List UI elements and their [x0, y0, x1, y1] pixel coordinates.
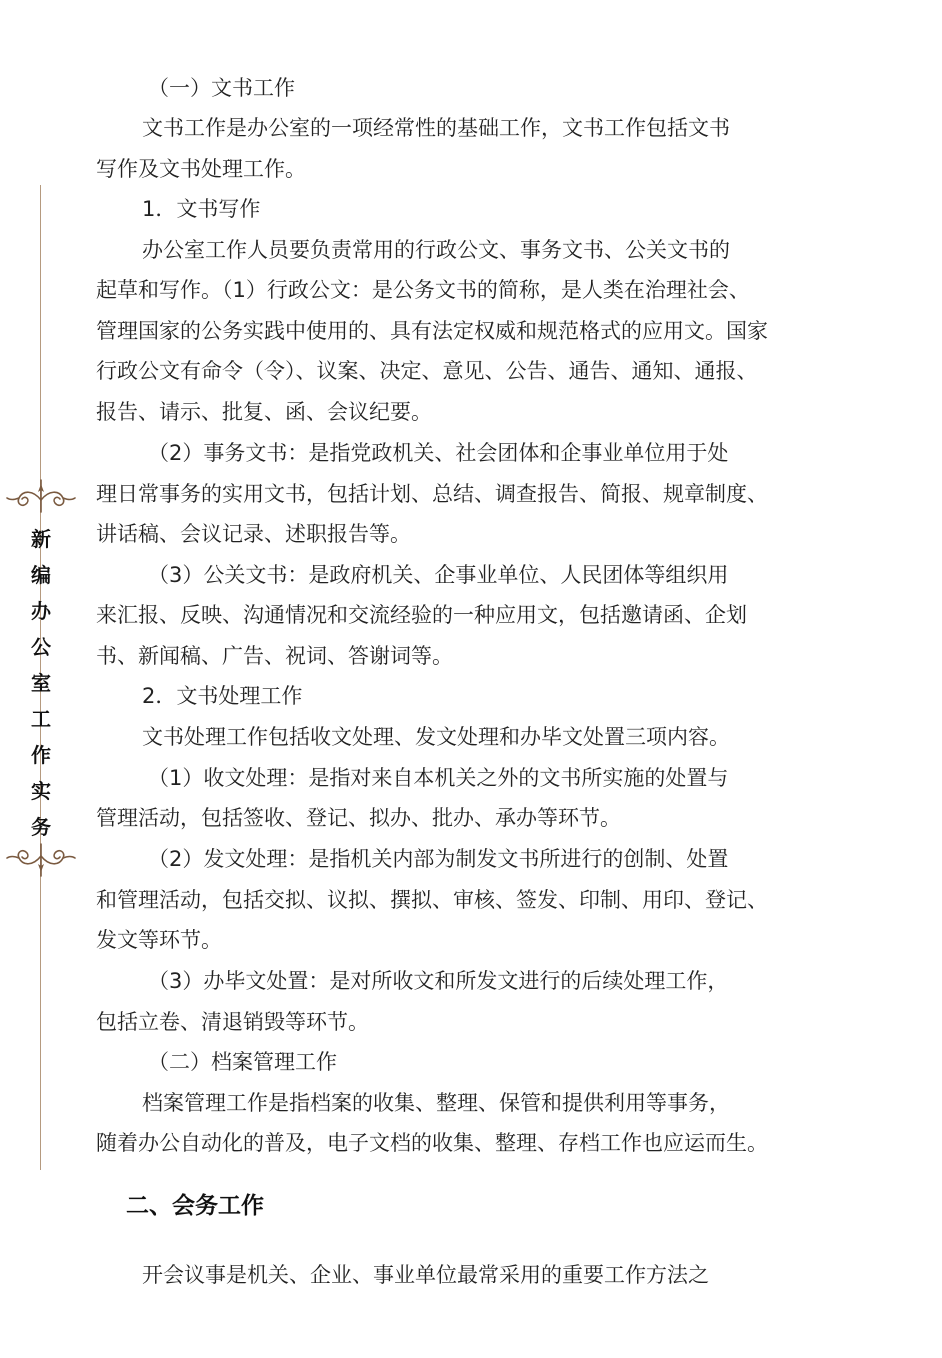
side-title-char: 公	[31, 635, 51, 659]
paragraph-line: 文书处理工作包括收文处理、发文处理和办毕文处置三项内容。	[142, 725, 730, 749]
subsection-title: （一）文书工作	[148, 76, 295, 100]
paragraph-line: 写作及文书处理工作。	[96, 157, 306, 181]
side-title-char: 作	[31, 743, 51, 767]
paragraph-line: 起草和写作。（1）行政公文：是公务文书的简称，是人类在治理社会、	[96, 278, 750, 302]
paragraph-line: 和管理活动，包括交拟、议拟、撰拟、审核、签发、印制、用印、登记、	[96, 888, 768, 912]
side-title-char: 新	[31, 527, 51, 551]
side-book-title	[24, 521, 58, 845]
paragraph-line: （1）收文处理：是指对来自本机关之外的文书所实施的处置与	[148, 766, 729, 790]
side-title-char: 务	[31, 815, 51, 839]
paragraph-line: （2）事务文书：是指党政机关、社会团体和企事业单位用于处	[148, 441, 729, 465]
paragraph-line: 管理国家的公务实践中使用的、具有法定权威和规范格式的应用文。国家	[96, 319, 768, 343]
side-title-char: 实	[31, 779, 51, 803]
ornament-bottom-icon	[5, 842, 77, 878]
paragraph-line: 随着办公自动化的普及，电子文档的收集、整理、存档工作也应运而生。	[96, 1131, 768, 1155]
paragraph-line: （3）公关文书：是政府机关、企事业单位、人民团体等组织用	[148, 563, 729, 587]
paragraph-line: 书、新闻稿、广告、祝词、答谢词等。	[96, 644, 453, 668]
paragraph-line: 档案管理工作是指档案的收集、整理、保管和提供利用等事务，	[142, 1091, 730, 1115]
item-title: 1．文书写作	[142, 197, 261, 221]
paragraph-line: 报告、请示、批复、函、会议纪要。	[96, 400, 432, 424]
paragraph-line: （2）发文处理：是指机关内部为制发文书所进行的创制、处置	[148, 847, 729, 871]
subsection-title: （二）档案管理工作	[148, 1050, 337, 1074]
paragraph-line: 包括立卷、清退销毁等环节。	[96, 1010, 369, 1034]
paragraph-line: 来汇报、反映、沟通情况和交流经验的一种应用文，包括邀请函、企划	[96, 603, 747, 627]
side-title-char: 工	[31, 707, 51, 731]
paragraph-line: 开会议事是机关、企业、事业单位最常采用的重要工作方法之	[142, 1263, 709, 1287]
side-title-char: 室	[31, 671, 51, 695]
paragraph-line: 文书工作是办公室的一项经常性的基础工作，文书工作包括文书	[142, 116, 730, 140]
side-title-char: 办	[31, 599, 51, 623]
paragraph-line: 发文等环节。	[96, 928, 222, 952]
paragraph-line: 管理活动，包括签收、登记、拟办、批办、承办等环节。	[96, 806, 621, 830]
paragraph-line: 行政公文有命令（令）、议案、决定、意见、公告、通告、通知、通报、	[96, 359, 758, 383]
item-title: 2．文书处理工作	[142, 684, 303, 708]
paragraph-line: 办公室工作人员要负责常用的行政公文、事务文书、公关文书的	[142, 238, 730, 262]
paragraph-line: （3）办毕文处置：是对所收文和所发文进行的后续处理工作，	[148, 969, 729, 993]
ornament-top-icon	[5, 478, 77, 514]
side-title-char: 编	[31, 563, 51, 587]
section-heading: 二、会务工作	[126, 1193, 264, 1219]
paragraph-line: 讲话稿、会议记录、述职报告等。	[96, 522, 411, 546]
paragraph-line: 理日常事务的实用文书，包括计划、总结、调查报告、简报、规章制度、	[96, 482, 768, 506]
